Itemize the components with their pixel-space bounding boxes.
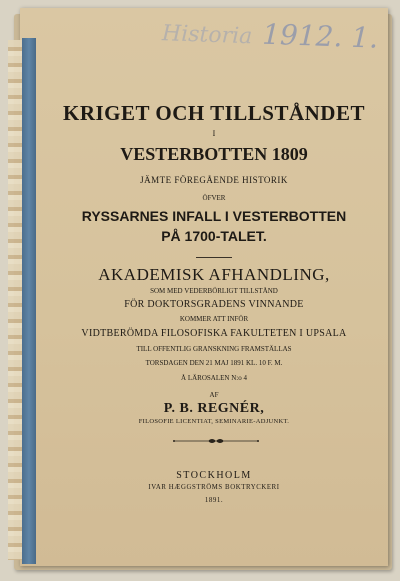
divider-rule	[196, 257, 232, 258]
publication-year: 1891.	[204, 496, 224, 504]
printer-name: IVAR HÆGGSTRÖMS BOKTRYCKERI	[148, 484, 280, 491]
dissertation-line-2: FÖR DOKTORSGRADENS VINNANDE	[124, 299, 304, 310]
dissertation-line-3: KOMMER ATT INFÖR	[179, 315, 249, 323]
subtitle-line-2a: RYSSARNES INFALL I VESTERBOTTEN	[81, 208, 347, 224]
place-year: VESTERBOTTEN 1809	[120, 144, 308, 164]
handwritten-word: Historia	[161, 21, 253, 50]
ornament-divider	[172, 437, 260, 445]
author-prefix: AF	[209, 391, 219, 399]
publication-city: STOCKHOLM	[176, 470, 252, 481]
dissertation-line-5: TILL OFFENTLIG GRANSKNING FRAMSTÄLLAS	[136, 345, 292, 353]
subtitle-connector: ÖFVER	[202, 194, 226, 202]
title-conjunction: I	[212, 129, 216, 138]
dissertation-heading: AKADEMISK AFHANDLING,	[98, 265, 330, 284]
dissertation-line-6: TORSDAGEN DEN 21 MAJ 1891 KL. 10 F. M.	[145, 359, 283, 367]
dissertation-line-4: VIDTBERÖMDA FILOSOFISKA FAKULTETEN I UPSALA	[81, 328, 347, 339]
blue-spine-binding	[22, 38, 36, 564]
dissertation-line-1: SOM MED VEDERBÖRLIGT TILLSTÅND	[150, 287, 278, 295]
author-name: P. B. REGNÉR,	[163, 401, 265, 416]
subtitle-line-2b: PÅ 1700-TALET.	[161, 228, 267, 244]
handwritten-annotation	[161, 14, 384, 58]
cover-title: KRIGET OCH TILLSTÅNDET	[63, 101, 365, 125]
dissertation-line-7: Å LÄROSALEN N:o 4	[181, 374, 247, 382]
handwritten-number: 1912. 1.	[261, 17, 379, 55]
author-degree: FILOSOFIE LICENTIAT, SEMINARIE-ADJUNKT.	[138, 418, 290, 425]
subtitle-line-1: JÄMTE FÖREGÅENDE HISTORIK	[140, 175, 288, 185]
